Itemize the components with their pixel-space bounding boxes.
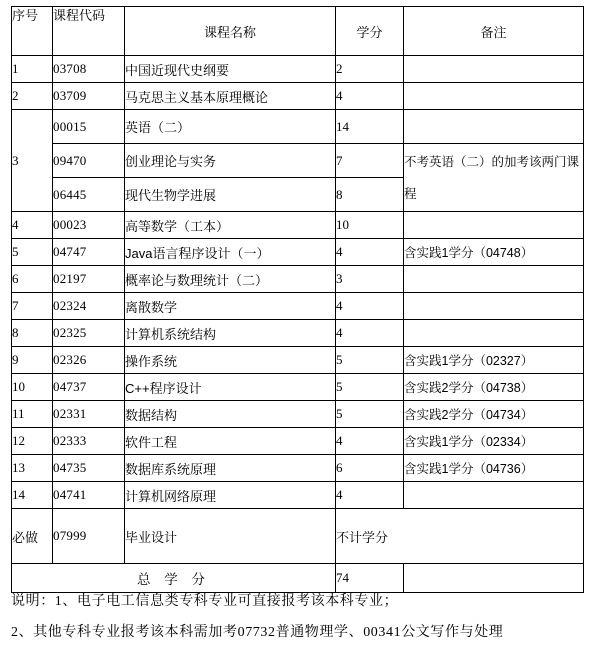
cell-required-name: 毕业设计 bbox=[125, 509, 336, 564]
table-row bbox=[12, 110, 584, 144]
cell-remark bbox=[404, 293, 584, 320]
table-row bbox=[12, 266, 584, 293]
cell-credit: 4 bbox=[336, 320, 404, 347]
cell-credit: 10 bbox=[336, 212, 404, 239]
cell-credit: 4 bbox=[336, 83, 404, 110]
footer-notes bbox=[11, 586, 613, 648]
header-cell-name: 课程名称 bbox=[125, 7, 336, 56]
cell-no: 2 bbox=[12, 83, 53, 110]
cell-name: 计算机网络原理 bbox=[125, 482, 336, 509]
cell-credit: 2 bbox=[336, 56, 404, 83]
cell-remark bbox=[404, 266, 584, 293]
cell-name: C++程序设计 bbox=[125, 374, 336, 401]
cell-name: 离散数学 bbox=[125, 293, 336, 320]
cell-no: 9 bbox=[12, 347, 53, 374]
cell-remark: 含实践1学分（02327） bbox=[404, 347, 584, 374]
cell-no: 8 bbox=[12, 320, 53, 347]
cell-name: 概率论与数理统计（二） bbox=[125, 266, 336, 293]
cell-name: 英语（二） bbox=[125, 110, 336, 144]
table-row-required bbox=[12, 509, 584, 564]
cell-total-label: 总 学 分 bbox=[12, 564, 336, 593]
cell-no: 12 bbox=[12, 428, 53, 455]
footer-note-line-2: 2、其他专科专业报考该本科需加考07732普通物理学、00341公文写作与处理 bbox=[11, 625, 504, 640]
table-row bbox=[12, 374, 584, 401]
cell-code: 04735 bbox=[53, 455, 125, 482]
table-header-row bbox=[12, 7, 584, 56]
cell-credit: 5 bbox=[336, 347, 404, 374]
cell-code: 04741 bbox=[53, 482, 125, 509]
cell-remark bbox=[404, 320, 584, 347]
cell-code: 04737 bbox=[53, 374, 125, 401]
header-cell-credit: 学分 bbox=[336, 7, 404, 56]
table-row bbox=[12, 83, 584, 110]
header-cell-no: 序号 bbox=[12, 7, 53, 56]
cell-name: 数据结构 bbox=[125, 401, 336, 428]
table-row bbox=[12, 144, 584, 178]
cell-no: 5 bbox=[12, 239, 53, 266]
cell-code: 06445 bbox=[53, 178, 125, 212]
table-row bbox=[12, 56, 584, 83]
cell-code: 02197 bbox=[53, 266, 125, 293]
cell-credit: 14 bbox=[336, 110, 404, 144]
cell-remark bbox=[404, 482, 584, 509]
cell-remark bbox=[404, 110, 584, 144]
cell-credit: 7 bbox=[336, 144, 404, 178]
cell-code: 03708 bbox=[53, 56, 125, 83]
cell-required-credit-note: 不计学分 bbox=[336, 509, 584, 564]
cell-code: 02333 bbox=[53, 428, 125, 455]
cell-no: 6 bbox=[12, 266, 53, 293]
cell-code: 00015 bbox=[53, 110, 125, 144]
table-row bbox=[12, 320, 584, 347]
cell-remark bbox=[404, 83, 584, 110]
cell-name: 高等数学（工本） bbox=[125, 212, 336, 239]
header-cell-remark: 备注 bbox=[404, 7, 584, 56]
cell-code: 04747 bbox=[53, 239, 125, 266]
table-row bbox=[12, 293, 584, 320]
cell-name: 马克思主义基本原理概论 bbox=[125, 83, 336, 110]
cell-code: 02326 bbox=[53, 347, 125, 374]
course-plan-table bbox=[11, 6, 584, 593]
cell-no: 10 bbox=[12, 374, 53, 401]
cell-credit: 5 bbox=[336, 374, 404, 401]
footer-note-line-1: 说明：1、电子电工信息类专科专业可直接报考该本科专业； bbox=[11, 594, 399, 609]
cell-credit: 6 bbox=[336, 455, 404, 482]
cell-name: 中国近现代史纲要 bbox=[125, 56, 336, 83]
cell-code: 09470 bbox=[53, 144, 125, 178]
cell-name: 计算机系统结构 bbox=[125, 320, 336, 347]
cell-required-code: 07999 bbox=[53, 509, 125, 564]
cell-no: 7 bbox=[12, 293, 53, 320]
cell-code: 03709 bbox=[53, 83, 125, 110]
cell-remark: 含实践2学分（04734） bbox=[404, 401, 584, 428]
cell-code: 02324 bbox=[53, 293, 125, 320]
header-cell-code: 课程代码 bbox=[53, 7, 125, 56]
table-row bbox=[12, 347, 584, 374]
cell-name: 数据库系统原理 bbox=[125, 455, 336, 482]
table-row bbox=[12, 401, 584, 428]
cell-credit: 4 bbox=[336, 239, 404, 266]
cell-code: 00023 bbox=[53, 212, 125, 239]
cell-remark bbox=[404, 212, 584, 239]
table-row bbox=[12, 212, 584, 239]
table-body bbox=[12, 7, 584, 593]
cell-credit: 8 bbox=[336, 178, 404, 212]
table-row bbox=[12, 482, 584, 509]
cell-code: 02331 bbox=[53, 401, 125, 428]
cell-credit: 4 bbox=[336, 428, 404, 455]
cell-name: 现代生物学进展 bbox=[125, 178, 336, 212]
table-row bbox=[12, 239, 584, 266]
cell-remark-merged: 不考英语（二）的加考该两门课程 bbox=[404, 144, 584, 212]
cell-name: 软件工程 bbox=[125, 428, 336, 455]
cell-name: Java语言程序设计（一） bbox=[125, 239, 336, 266]
cell-total-value: 74 bbox=[336, 564, 404, 593]
cell-remark bbox=[404, 56, 584, 83]
cell-required-label: 必做 bbox=[12, 509, 53, 564]
cell-no: 11 bbox=[12, 401, 53, 428]
cell-remark: 含实践1学分（04736） bbox=[404, 455, 584, 482]
cell-name: 操作系统 bbox=[125, 347, 336, 374]
cell-credit: 5 bbox=[336, 401, 404, 428]
table-row bbox=[12, 428, 584, 455]
cell-no: 13 bbox=[12, 455, 53, 482]
cell-no-group: 3 bbox=[12, 110, 53, 212]
cell-remark: 含实践1学分（04748） bbox=[404, 239, 584, 266]
cell-no: 1 bbox=[12, 56, 53, 83]
cell-name: 创业理论与实务 bbox=[125, 144, 336, 178]
cell-credit: 3 bbox=[336, 266, 404, 293]
cell-code: 02325 bbox=[53, 320, 125, 347]
cell-credit: 4 bbox=[336, 293, 404, 320]
cell-remark: 含实践2学分（04738） bbox=[404, 374, 584, 401]
cell-remark: 含实践1学分（02334） bbox=[404, 428, 584, 455]
table-row bbox=[12, 455, 584, 482]
cell-credit: 4 bbox=[336, 482, 404, 509]
cell-no: 14 bbox=[12, 482, 53, 509]
cell-no: 4 bbox=[12, 212, 53, 239]
